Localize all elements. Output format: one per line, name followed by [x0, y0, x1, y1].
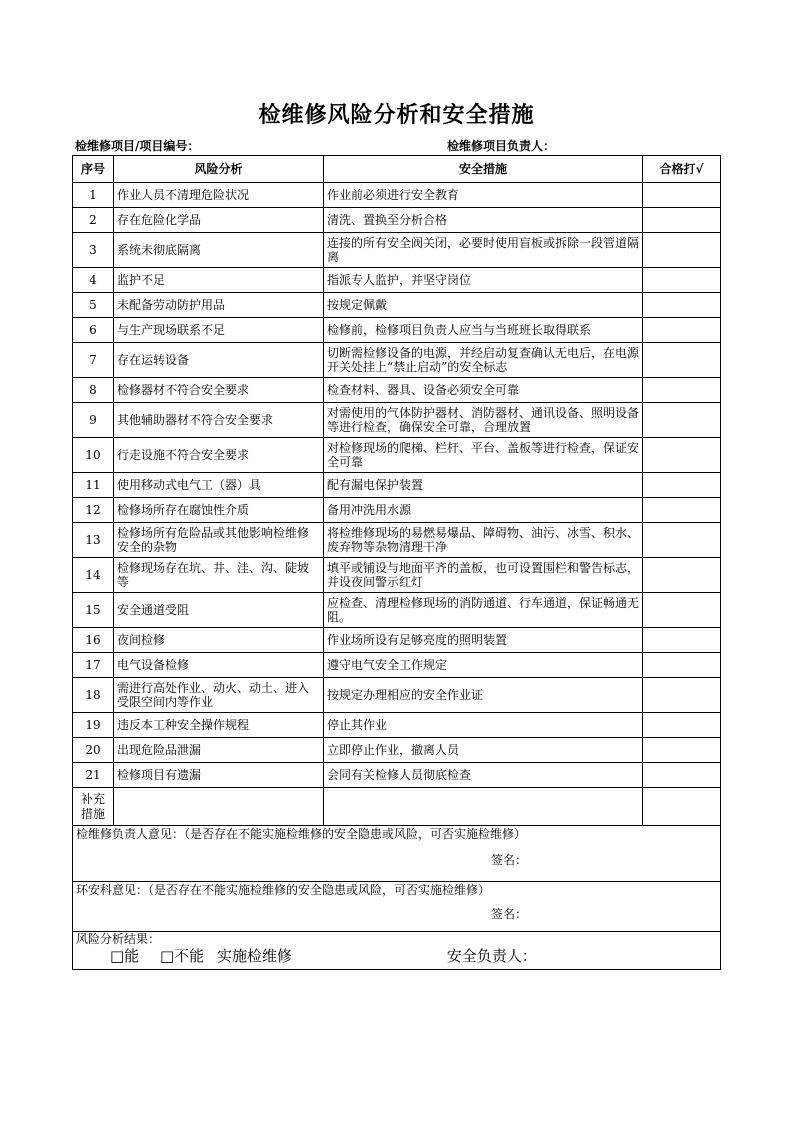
risk-cell: 检修项目有遗漏 — [114, 763, 324, 788]
row-number: 9 — [73, 403, 114, 438]
table-row — [73, 628, 721, 653]
measure-cell: 清洗、置换至分析合格 — [324, 208, 643, 233]
result-cell — [73, 932, 721, 970]
result-row — [73, 932, 721, 970]
measure-cell: 检查材料、器具、设备必须安全可靠 — [324, 378, 643, 403]
check-cell[interactable] — [643, 628, 721, 653]
check-cell[interactable] — [643, 183, 721, 208]
risk-cell: 存在危险化学品 — [114, 208, 324, 233]
table-row — [73, 593, 721, 628]
risk-cell: 检修场所存在腐蚀性介质 — [114, 498, 324, 523]
measure-cell: 会同有关检修人员彻底检查 — [324, 763, 643, 788]
check-cell[interactable] — [643, 208, 721, 233]
check-cell[interactable] — [643, 678, 721, 713]
measure-cell: 作业前必须进行安全教育 — [324, 183, 643, 208]
table-row — [73, 208, 721, 233]
table-row — [73, 438, 721, 473]
risk-cell: 与生产现场联系不足 — [114, 318, 324, 343]
table-row — [73, 653, 721, 678]
owner-signature-label: 签名： — [490, 853, 527, 867]
table-row — [73, 268, 721, 293]
row-number: 21 — [73, 763, 114, 788]
owner-opinion-label: 检维修负责人意见：（是否存在不能实施检维修的安全隐患或风险，可否实施检维修） — [76, 827, 527, 841]
env-signature-label: 签名： — [490, 907, 527, 921]
supplement-measure-cell[interactable] — [324, 788, 643, 826]
header-measure: 安全措施 — [324, 156, 643, 183]
option-cannot-checkbox[interactable]: □不能 — [159, 947, 205, 965]
check-cell[interactable] — [643, 738, 721, 763]
table-row — [73, 713, 721, 738]
risk-cell: 使用移动式电气工（器）具 — [114, 473, 324, 498]
risk-cell: 电气设备检修 — [114, 653, 324, 678]
risk-cell: 行走设施不符合安全要求 — [114, 438, 324, 473]
supplement-row — [73, 788, 721, 826]
row-number: 8 — [73, 378, 114, 403]
supplement-risk-cell[interactable] — [114, 788, 324, 826]
measure-cell: 按规定办理相应的安全作业证 — [324, 678, 643, 713]
table-row — [73, 558, 721, 593]
measure-cell: 连接的所有安全阀关闭，必要时使用盲板或拆除一段管道隔离 — [324, 233, 643, 268]
row-number: 5 — [73, 293, 114, 318]
supplement-label: 补充措施 — [73, 788, 114, 826]
page-title: 检维修风险分析和安全措施 — [258, 103, 535, 128]
measure-cell: 填平或铺设与地面平齐的盖板，也可设置围栏和警告标志，并设夜间警示红灯 — [324, 558, 643, 593]
table-row — [73, 378, 721, 403]
check-cell[interactable] — [643, 403, 721, 438]
table-row — [73, 738, 721, 763]
check-cell[interactable] — [643, 268, 721, 293]
measure-cell: 配有漏电保护装置 — [324, 473, 643, 498]
owner-opinion-row — [73, 826, 721, 882]
risk-cell: 检修器材不符合安全要求 — [114, 378, 324, 403]
header-check: 合格打√ — [643, 156, 721, 183]
risk-cell: 安全通道受阻 — [114, 593, 324, 628]
table-row — [73, 233, 721, 268]
row-number: 1 — [73, 183, 114, 208]
header-risk: 风险分析 — [114, 156, 324, 183]
risk-cell: 监护不足 — [114, 268, 324, 293]
table-row — [73, 473, 721, 498]
risk-cell: 出现危险品泄漏 — [114, 738, 324, 763]
table-row — [73, 678, 721, 713]
check-cell[interactable] — [643, 293, 721, 318]
row-number: 20 — [73, 738, 114, 763]
row-number: 13 — [73, 523, 114, 558]
measure-cell: 指派专人监护，并坚守岗位 — [324, 268, 643, 293]
risk-cell: 夜间检修 — [114, 628, 324, 653]
measure-cell: 切断需检修设备的电源，并经启动复查确认无电后，在电源开关处挂上“禁止启动”的安全标志 — [324, 343, 643, 378]
safety-owner-label: 安全负责人： — [446, 947, 537, 965]
check-cell[interactable] — [643, 318, 721, 343]
row-number: 2 — [73, 208, 114, 233]
risk-cell: 系统未彻底隔离 — [114, 233, 324, 268]
risk-cell: 检修场所有危险品或其他影响检维修安全的杂物 — [114, 523, 324, 558]
risk-cell: 未配备劳动防护用品 — [114, 293, 324, 318]
measure-cell: 将检维修现场的易燃易爆品、障碍物、油污、冰雪、积水、废弃物等杂物清理干净 — [324, 523, 643, 558]
measure-cell: 遵守电气安全工作规定 — [324, 653, 643, 678]
row-number: 4 — [73, 268, 114, 293]
check-cell[interactable] — [643, 593, 721, 628]
option-can-checkbox[interactable]: □能 — [110, 947, 140, 965]
check-cell[interactable] — [643, 653, 721, 678]
table-header-row — [73, 156, 721, 183]
project-owner-label: 检维修项目负责人： — [447, 139, 556, 153]
check-cell[interactable] — [643, 233, 721, 268]
risk-analysis-table — [72, 155, 721, 970]
measure-cell: 停止其作业 — [324, 713, 643, 738]
check-cell[interactable] — [643, 378, 721, 403]
check-cell[interactable] — [643, 498, 721, 523]
env-opinion-label: 环安科意见：（是否存在不能实施检维修的安全隐患或风险，可否实施检维修） — [76, 883, 491, 897]
row-number: 14 — [73, 558, 114, 593]
table-row — [73, 343, 721, 378]
measure-cell: 对检修现场的爬梯、栏杆、平台、盖板等进行检查，保证安全可靠 — [324, 438, 643, 473]
row-number: 18 — [73, 678, 114, 713]
check-cell[interactable] — [643, 713, 721, 738]
header-no: 序号 — [73, 156, 114, 183]
check-cell[interactable] — [643, 558, 721, 593]
row-number: 15 — [73, 593, 114, 628]
result-label: 风险分析结果： — [76, 932, 161, 946]
check-cell[interactable] — [643, 343, 721, 378]
measure-cell: 应检查、清理检修现场的消防通道、行车通道，保证畅通无阻。 — [324, 593, 643, 628]
table-row — [73, 293, 721, 318]
row-number: 16 — [73, 628, 114, 653]
table-row — [73, 498, 721, 523]
check-cell[interactable] — [643, 438, 721, 473]
risk-cell: 其他辅助器材不符合安全要求 — [114, 403, 324, 438]
measure-cell: 按规定佩戴 — [324, 293, 643, 318]
owner-opinion-cell[interactable] — [73, 826, 721, 882]
row-number: 17 — [73, 653, 114, 678]
measure-cell: 立即停止作业，撤离人员 — [324, 738, 643, 763]
table-body — [73, 183, 721, 788]
table-row — [73, 318, 721, 343]
measure-cell: 作业场所设有足够亮度的照明装置 — [324, 628, 643, 653]
measure-cell: 对需使用的气体防护器材、消防器材、通讯设备、照明设备等进行检查，确保安全可靠，合理放置 — [324, 403, 643, 438]
row-number: 12 — [73, 498, 114, 523]
env-opinion-cell[interactable] — [73, 882, 721, 932]
supplement-check-cell[interactable] — [643, 788, 721, 826]
check-cell[interactable] — [643, 473, 721, 498]
table-row — [73, 183, 721, 208]
row-number: 6 — [73, 318, 114, 343]
table-row — [73, 523, 721, 558]
risk-cell: 检修现场存在坑、井、洼、沟、陡坡等 — [114, 558, 324, 593]
row-number: 10 — [73, 438, 114, 473]
risk-cell: 需进行高处作业、动火、动土、进入受限空间内等作业 — [114, 678, 324, 713]
table-row — [73, 403, 721, 438]
result-action-text: 实施检维修 — [216, 947, 292, 965]
row-number: 19 — [73, 713, 114, 738]
row-number: 3 — [73, 233, 114, 268]
measure-cell: 备用冲洗用水源 — [324, 498, 643, 523]
check-cell[interactable] — [643, 763, 721, 788]
project-number-label: 检维修项目/项目编号： — [75, 139, 200, 153]
risk-cell: 存在运转设备 — [114, 343, 324, 378]
measure-cell: 检修前，检修项目负责人应当与当班班长取得联系 — [324, 318, 643, 343]
risk-cell: 作业人员不清理危险状况 — [114, 183, 324, 208]
env-opinion-row — [73, 882, 721, 932]
table-row — [73, 763, 721, 788]
row-number: 7 — [73, 343, 114, 378]
row-number: 11 — [73, 473, 114, 498]
risk-cell: 违反本工种安全操作规程 — [114, 713, 324, 738]
check-cell[interactable] — [643, 523, 721, 558]
